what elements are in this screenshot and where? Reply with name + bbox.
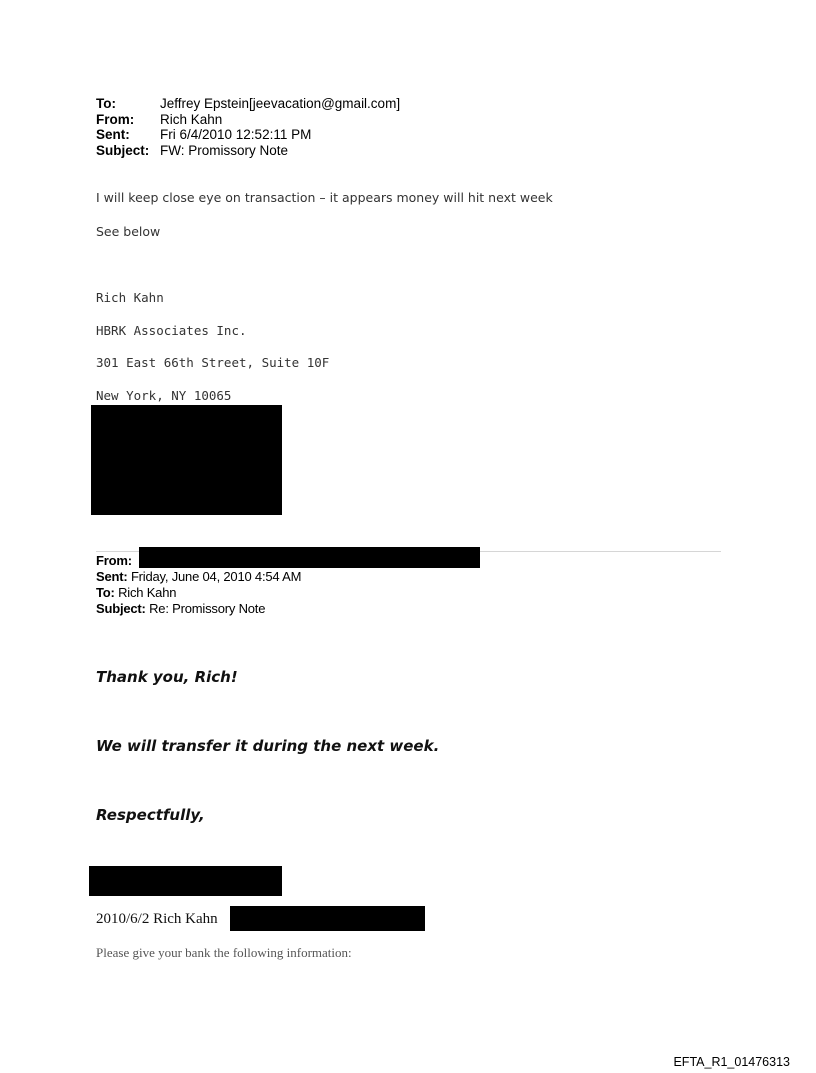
forwarded-from-label: From: xyxy=(96,553,132,568)
message-line-1: I will keep close eye on transaction – it appears money will hit next week xyxy=(96,190,553,205)
forwarded-to-value: Rich Kahn xyxy=(118,585,177,600)
subject-value: FW: Promissory Note xyxy=(160,142,289,158)
redaction-block xyxy=(139,547,480,568)
document-id: EFTA_R1_01476313 xyxy=(673,1055,790,1069)
redaction-block xyxy=(89,866,282,896)
forwarded-from-line xyxy=(96,553,132,568)
to-label: To: xyxy=(96,96,116,111)
redaction-block xyxy=(230,906,425,931)
forwarded-subject-value: Re: Promissory Note xyxy=(149,601,266,616)
sent-value: Fri 6/4/2010 12:52:11 PM xyxy=(160,127,312,142)
message-line-2: See below xyxy=(96,224,161,239)
quoted-text: Please give your bank the following information: xyxy=(96,945,352,960)
to-value: Jeffrey Epstein[jeevacation@gmail.com] xyxy=(160,96,401,111)
forwarded-sent-value: Friday, June 04, 2010 4:54 AM xyxy=(130,569,302,584)
reply-line-1: Thank you, Rich! xyxy=(96,668,238,686)
reply-line-2: We will transfer it during the next week. xyxy=(96,737,440,755)
signature-name: Rich Kahn xyxy=(96,290,164,305)
email-header xyxy=(0,96,816,160)
signature-address: 301 East 66th Street, Suite 10F xyxy=(96,355,330,370)
signature-company: HBRK Associates Inc. xyxy=(96,323,247,338)
sent-label: Sent: xyxy=(96,127,130,142)
forwarded-sent-label: Sent: xyxy=(96,569,128,584)
forwarded-subject-label: Subject: xyxy=(96,601,146,616)
reply-line-3: Respectfully, xyxy=(96,806,205,824)
forwarded-sent-line xyxy=(96,569,301,584)
subject-label: Subject: xyxy=(96,142,150,158)
redaction-block xyxy=(91,405,282,515)
forwarded-subject-line xyxy=(96,601,265,616)
forwarded-to-line xyxy=(96,585,176,600)
forwarded-to-label: To: xyxy=(96,585,115,600)
from-label: From: xyxy=(96,111,135,127)
signature-city: New York, NY 10065 xyxy=(96,388,232,403)
quoted-intro: 2010/6/2 Rich Kahn xyxy=(96,911,218,927)
from-value: Rich Kahn xyxy=(160,111,223,127)
